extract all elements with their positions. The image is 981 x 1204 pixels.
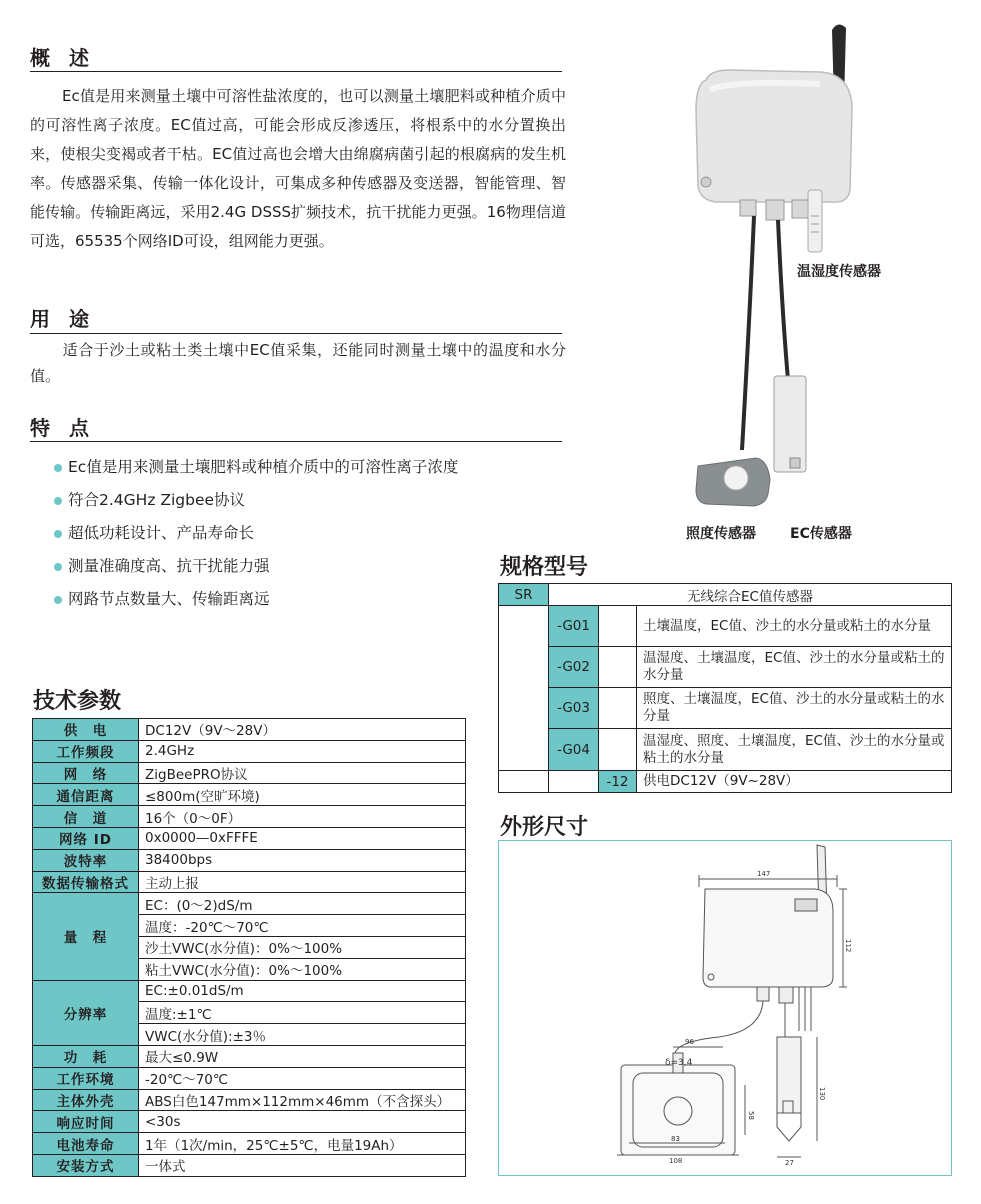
ec-sensor-label: EC传感器 <box>790 526 852 542</box>
option-code: -G04 <box>549 729 599 771</box>
model-title: 规格型号 <box>500 555 589 580</box>
feature-item: 测量准确度高、抗干扰能力强 <box>54 552 458 585</box>
param-value: 16个（0～0F） <box>139 806 466 828</box>
dimensions-drawing-frame <box>498 840 952 1176</box>
power-desc: 供电DC12V（9V~28V） <box>637 771 952 793</box>
overview-title: 概 述 <box>30 46 95 70</box>
feature-item: 符合2.4GHz Zigbee协议 <box>54 486 458 519</box>
feature-item: Ec值是用来测量土壤肥料或种植介质中的可溶性离子浓度 <box>54 453 458 486</box>
param-key: 网 络 <box>33 762 139 784</box>
param-key: 通信距离 <box>33 784 139 806</box>
param-value: EC:±0.01dS/m <box>139 980 466 1002</box>
param-value: 温度：-20℃～70℃ <box>139 915 466 937</box>
dimensions-title: 外形尺寸 <box>500 815 589 840</box>
table-row <box>33 740 466 762</box>
table-row <box>33 784 466 806</box>
param-value: 最大≤0.9W <box>139 1045 466 1067</box>
param-key: 分辨率 <box>33 980 139 1045</box>
table-row <box>33 980 466 1002</box>
dim-112: 112 <box>844 939 852 953</box>
feature-item: 网路节点数量大、传输距离远 <box>54 585 458 618</box>
param-key: 工作频段 <box>33 740 139 762</box>
option-desc: 照度、土壤温度，EC值、沙土的水分量或粘土的水分量 <box>637 688 952 729</box>
table-row <box>33 893 466 915</box>
param-value: ≤800m(空旷环境) <box>139 784 466 806</box>
table-row <box>33 1045 466 1067</box>
dim-130: 130 <box>818 1087 826 1101</box>
table-row <box>499 688 952 729</box>
th-sensor-label: 温湿度传感器 <box>797 264 881 280</box>
table-row <box>33 827 466 849</box>
param-value: 0x0000—0xFFFE <box>139 827 466 849</box>
param-key: 安装方式 <box>33 1154 139 1176</box>
param-key: 电池寿命 <box>33 1133 139 1155</box>
table-row <box>33 1111 466 1133</box>
param-key: 量 程 <box>33 893 139 980</box>
option-code: -G02 <box>549 647 599 688</box>
model-code: SR <box>499 584 549 606</box>
power-code: -12 <box>599 771 637 793</box>
tech-params-table <box>32 718 466 1177</box>
features-list <box>54 453 458 618</box>
table-row <box>33 871 466 893</box>
overview-text-content: Ec值是用来测量土壤中可溶性盐浓度的，也可以测量土壤肥料或种植介质中的可溶性离子浓度。EC值过高，可能会形成反渗透压，将根系中的水分置换出来，使根尖变褐或者干枯。EC值过高也会增大由绵腐病菌引起的根腐病的发生机率。传感器采集、传输一体化设计，可集成多种传感器及变送器，智能管理、智能传输。传输距离远，采用2.4G DSSS扩频技术，抗干扰能力更强。16物理信道可选，65535个网络ID可设，组网能力更强。 <box>30 87 566 250</box>
dim-108: 108 <box>669 1157 683 1165</box>
option-desc: 温湿度、土壤温度，EC值、沙土的水分量或粘土的水分量 <box>637 647 952 688</box>
option-code: -G01 <box>549 606 599 647</box>
param-value: <30s <box>139 1111 466 1133</box>
param-value: 一体式 <box>139 1154 466 1176</box>
param-value: 主动上报 <box>139 871 466 893</box>
dim-147: 147 <box>757 870 771 878</box>
dim-thickness: δ=3.4 <box>665 1058 693 1068</box>
features-rule <box>30 441 562 442</box>
dim-27: 27 <box>785 1159 794 1167</box>
overview-text <box>30 82 566 256</box>
param-key: 波特率 <box>33 849 139 871</box>
model-table <box>498 583 952 793</box>
table-row <box>499 729 952 771</box>
param-key: 数据传输格式 <box>33 871 139 893</box>
param-value: -20℃～70℃ <box>139 1067 466 1089</box>
light-sensor-label: 照度传感器 <box>686 526 756 542</box>
option-desc: 温湿度、照度、土壤温度，EC值、沙土的水分量或粘土的水分量 <box>637 729 952 771</box>
table-row <box>33 849 466 871</box>
param-key: 响应时间 <box>33 1111 139 1133</box>
param-value: 温度:±1℃ <box>139 1002 466 1024</box>
option-desc: 土壤温度，EC值、沙土的水分量或粘土的水分量 <box>637 606 952 647</box>
ec-sensor-outline <box>777 1037 801 1113</box>
param-value: ZigBeePRO协议 <box>139 762 466 784</box>
table-row <box>33 762 466 784</box>
param-value: 沙土VWC(水分值)：0%～100% <box>139 936 466 958</box>
table-row <box>499 584 952 606</box>
tech-params-title: 技术参数 <box>33 689 122 714</box>
usage-title: 用 途 <box>30 307 95 331</box>
param-key: 工作环境 <box>33 1067 139 1089</box>
param-key: 信 道 <box>33 806 139 828</box>
param-key: 供 电 <box>33 719 139 741</box>
param-value: 粘土VWC(水分值)：0%～100% <box>139 958 466 980</box>
dim-83: 83 <box>671 1135 680 1143</box>
dim-96: 96 <box>685 1038 694 1046</box>
table-row <box>33 719 466 741</box>
table-row <box>499 606 952 647</box>
features-title: 特 点 <box>30 416 95 440</box>
model-name: 无线综合EC值传感器 <box>549 584 952 606</box>
usage-text-content: 适合于沙土或粘土类土壤中EC值采集，还能同时测量土壤中的温度和水分值。 <box>30 341 566 385</box>
param-key: 主体外壳 <box>33 1089 139 1111</box>
usage-text <box>30 337 566 389</box>
param-value: DC12V（9V～28V） <box>139 719 466 741</box>
param-value: ABS白色147mm×112mm×46mm（不含探头） <box>139 1089 466 1111</box>
usage-rule <box>30 333 562 334</box>
table-row <box>499 647 952 688</box>
table-row <box>33 1089 466 1111</box>
param-value: 2.4GHz <box>139 740 466 762</box>
param-value: VWC(水分值):±3％ <box>139 1024 466 1046</box>
option-code: -G03 <box>549 688 599 729</box>
product-photo <box>670 10 890 510</box>
table-row <box>33 1133 466 1155</box>
param-value: 1年（1次/min，25℃±5℃，电量19Ah） <box>139 1133 466 1155</box>
param-key: 网络 ID <box>33 827 139 849</box>
param-value: 38400bps <box>139 849 466 871</box>
table-row <box>499 771 952 793</box>
table-row <box>33 1067 466 1089</box>
table-row <box>33 1154 466 1176</box>
param-value: EC：(0～2)dS/m <box>139 893 466 915</box>
dim-58: 58 <box>747 1111 755 1120</box>
th-probe <box>808 190 822 252</box>
table-row <box>33 806 466 828</box>
feature-item: 超低功耗设计、产品寿命长 <box>54 519 458 552</box>
overview-rule <box>30 71 562 72</box>
dimension-drawing <box>499 841 951 1175</box>
param-key: 功 耗 <box>33 1045 139 1067</box>
